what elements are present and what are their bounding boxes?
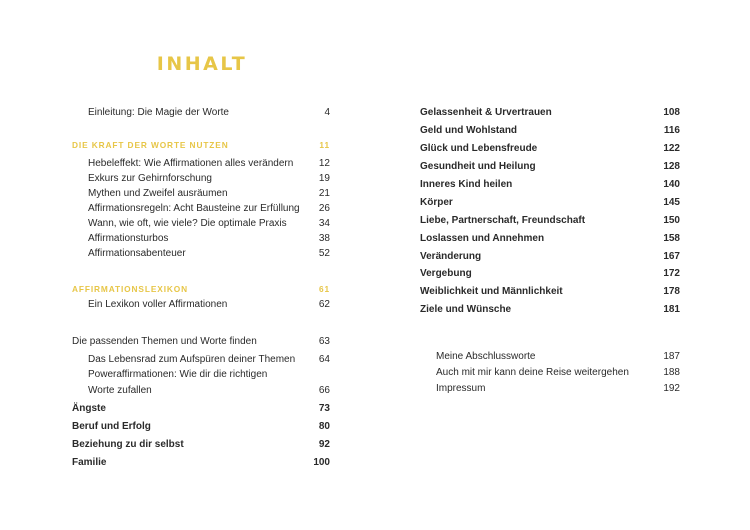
toc-entry-page: 26 (318, 203, 330, 214)
toc-entry-label: Impressum (436, 383, 486, 394)
toc-entry-page: 80 (318, 421, 330, 432)
toc-entry-page: 100 (313, 457, 330, 468)
toc-entry-label: Mythen und Zweifel ausräumen (88, 188, 228, 199)
toc-entry-page: 140 (663, 179, 680, 190)
toc-entry-label: Einleitung: Die Magie der Worte (88, 107, 229, 118)
page-title: INHALT (156, 53, 248, 75)
toc-entry-page: 108 (663, 107, 680, 118)
toc-entry-page: 73 (318, 403, 330, 414)
toc-section-label: AFFIRMATIONSLEXIKON (72, 284, 189, 294)
toc-entry-label: Weiblichkeit und Männlichkeit (420, 286, 563, 297)
toc-entry-label: Glück und Lebensfreude (420, 143, 538, 154)
toc-entry-page: 122 (663, 143, 680, 154)
toc-entry-label: Gesundheit und Heilung (420, 161, 536, 172)
toc-entry-page: 116 (663, 125, 680, 136)
toc-entry-page: 150 (663, 215, 680, 226)
toc-entry-page: 172 (663, 268, 680, 279)
toc-entry-label: Wann, wie oft, wie viele? Die optimale Praxis (88, 218, 287, 229)
toc-entry-page: 12 (318, 158, 330, 169)
toc-entry-page: 19 (318, 173, 330, 184)
toc-entry-page: 4 (324, 107, 330, 118)
toc-section-label: DIE KRAFT DER WORTE NUTZEN (72, 140, 229, 150)
toc-entry-label: Auch mit mir kann deine Reise weitergehen (436, 367, 629, 378)
toc-entry-page: 192 (663, 383, 680, 394)
toc-section-page: 11 (319, 140, 330, 150)
toc-entry-label: Hebeleffekt: Wie Affirmationen alles verändern (88, 158, 294, 169)
toc-entry-label: Ziele und Wünsche (420, 304, 512, 315)
toc-entry-page: 188 (663, 367, 680, 378)
toc-entry-label: Körper (420, 197, 453, 208)
toc-entry-label: Liebe, Partnerschaft, Freundschaft (420, 215, 586, 226)
toc-entry-label: Gelassenheit & Urvertrauen (420, 107, 552, 118)
toc-entry-label: Vergebung (420, 268, 472, 279)
toc-entry-label: Das Lebensrad zum Aufspüren deiner Themen (88, 354, 296, 365)
toc-section-page: 61 (318, 284, 330, 294)
toc-entry-label: Veränderung (420, 251, 482, 262)
toc-entry-label: Geld und Wohlstand (420, 125, 518, 136)
toc-entry-page: 34 (318, 218, 330, 229)
toc-entry-page: 181 (663, 304, 680, 315)
toc-entry-label: Affirmationsregeln: Acht Bausteine zur Erfüllung (88, 203, 300, 214)
toc-entry-label: Poweraffirmationen: Wie dir die richtigen (88, 369, 268, 380)
toc-entry-label: Exkurs zur Gehirnforschung (88, 173, 212, 184)
toc-entry-page: 158 (663, 233, 680, 244)
toc-entry-page: 21 (318, 188, 330, 199)
toc-entry-label: Worte zufallen (88, 385, 152, 396)
toc-entry-label: Loslassen und Annehmen (420, 233, 545, 244)
toc-entry-page: 128 (663, 161, 680, 172)
toc-entry-label: Familie (72, 457, 107, 468)
toc-entry-label: Beruf und Erfolg (72, 421, 151, 432)
toc-entry-page: 145 (663, 197, 680, 208)
toc-entry-page: 64 (318, 354, 330, 365)
toc-entry-page: 167 (663, 251, 680, 262)
toc-entry-page: 92 (318, 439, 330, 450)
toc-entry-label: Ängste (72, 403, 106, 414)
toc-entry-page: 66 (318, 385, 330, 396)
toc-entry-label: Beziehung zu dir selbst (72, 439, 184, 450)
toc-entry-label: Ein Lexikon voller Affirmationen (88, 299, 228, 310)
toc-entry-label: Affirmationsturbos (88, 233, 169, 244)
toc-entry-label: Inneres Kind heilen (420, 179, 513, 190)
toc-entry-page: 62 (318, 299, 330, 310)
toc-entry-page: 178 (663, 286, 680, 297)
toc-entry-label: Meine Abschlussworte (436, 351, 536, 362)
toc-entry-page: 187 (663, 351, 680, 362)
toc-entry-label: Die passenden Themen und Worte finden (72, 336, 257, 347)
toc-entry-page: 52 (318, 248, 330, 259)
toc-entry-page: 38 (318, 233, 330, 244)
toc-entry-page: 63 (318, 336, 330, 347)
toc-entry-label: Affirmationsabenteuer (88, 248, 186, 259)
